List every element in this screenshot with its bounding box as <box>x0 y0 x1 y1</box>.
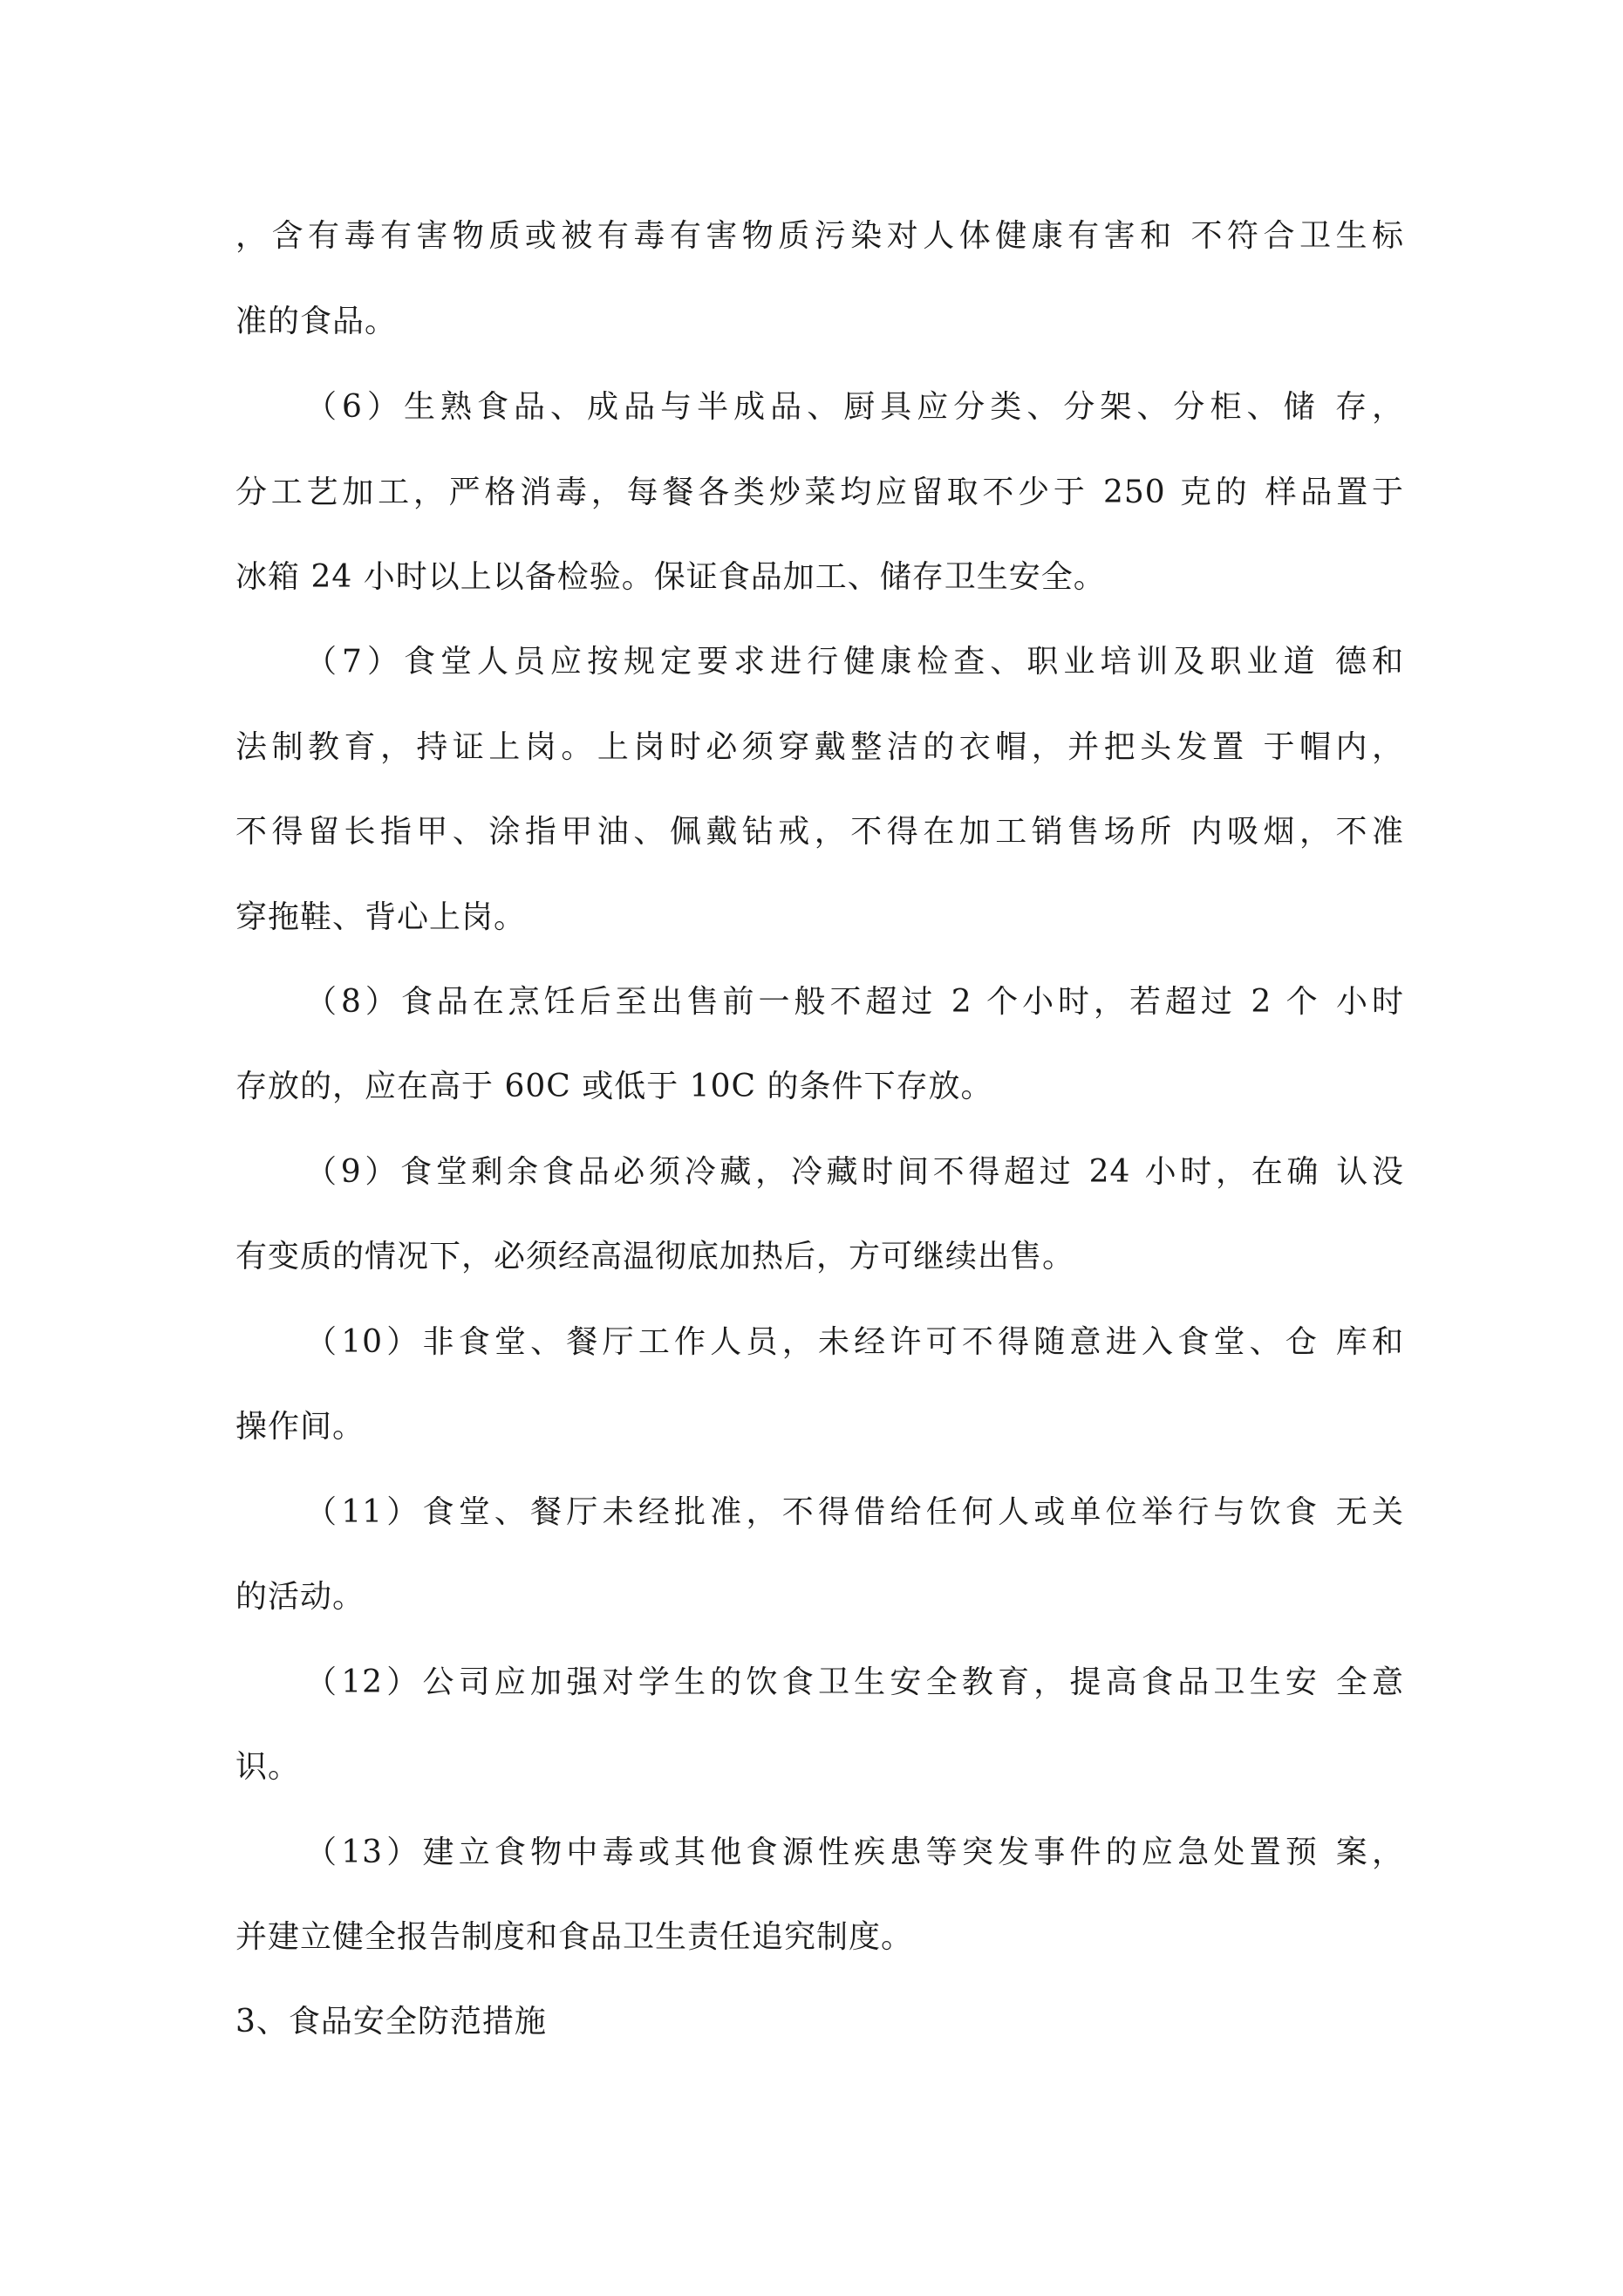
paragraph-7-start: （7）食堂人员应按规定要求进行健康检查、职业培训及职业道 德和 <box>305 644 1404 680</box>
text-line: 操作间。 <box>235 1409 365 1445</box>
text-line: 法制教育，持证上岗。上岗时必须穿戴整洁的衣帽，并把头发置 于帽内， <box>235 729 1404 765</box>
text-line: 识。 <box>235 1749 301 1785</box>
paragraph-11-start: （11）食堂、餐厅未经批准，不得借给任何人或单位举行与饮食 无关 <box>305 1494 1404 1530</box>
text-line: 冰箱 24 小时以上以备检验。保证食品加工、储存卫生安全。 <box>235 559 1106 595</box>
text-line: 并建立健全报告制度和食品卫生责任追究制度。 <box>235 1919 914 1955</box>
paragraph-12-start: （12）公司应加强对学生的饮食卫生安全教育，提高食品卫生安 全意 <box>305 1664 1404 1700</box>
section-heading: 3、食品安全防范措施 <box>235 2004 547 2040</box>
paragraph-8-start: （8）食品在烹饪后至出售前一般不超过 2 个小时，若超过 2 个 小时 <box>305 984 1404 1020</box>
text-line: ，含有毒有害物质或被有毒有害物质污染对人体健康有害和 不符合卫生标 <box>235 218 1404 254</box>
paragraph-13-start: （13）建立食物中毒或其他食源性疾患等突发事件的应急处置预 案， <box>305 1835 1404 1870</box>
text-line: 准的食品。 <box>235 304 398 339</box>
text-line: 分工艺加工，严格消毒，每餐各类炒菜均应留取不少于 250 克的 样品置于 <box>235 475 1404 510</box>
text-line: 的活动。 <box>235 1579 365 1615</box>
text-line: 不得留长指甲、涂指甲油、佩戴钻戒，不得在加工销售场所 内吸烟，不准 <box>235 814 1404 850</box>
paragraph-6-start: （6）生熟食品、成品与半成品、厨具应分类、分架、分柜、储 存， <box>305 389 1404 425</box>
paragraph-10-start: （10）非食堂、餐厅工作人员，未经许可不得随意进入食堂、仓 库和 <box>305 1324 1404 1360</box>
text-line: 存放的，应在高于 60C 或低于 10C 的条件下存放。 <box>235 1069 993 1104</box>
paragraph-9-start: （9）食堂剩余食品必须冷藏，冷藏时间不得超过 24 小时，在确 认没 <box>305 1154 1404 1190</box>
text-line: 有变质的情况下，必须经高温彻底加热后，方可继续出售。 <box>235 1239 1075 1274</box>
text-line: 穿拖鞋、背心上岗。 <box>235 899 527 935</box>
